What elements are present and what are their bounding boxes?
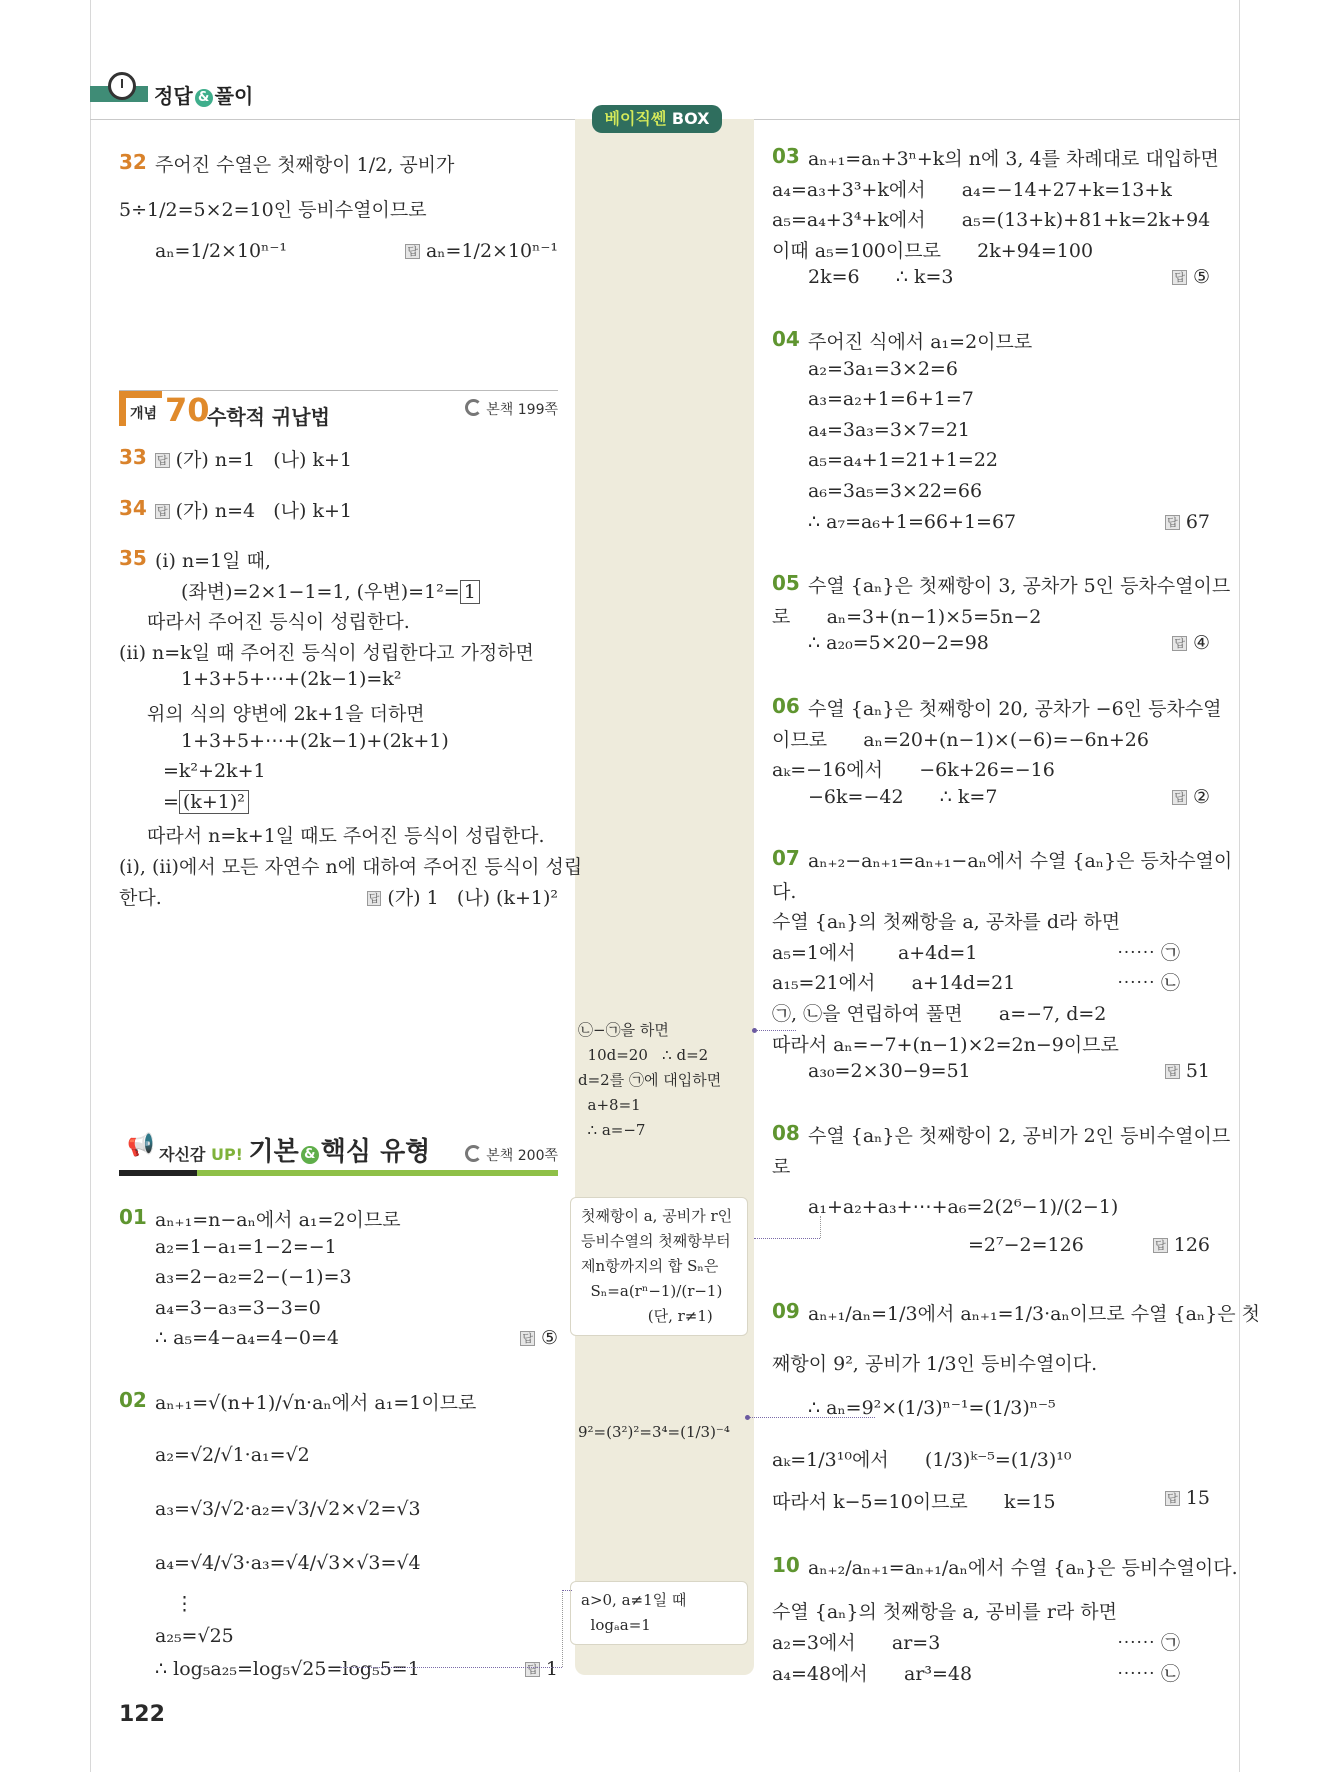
- problem-number: 35: [119, 546, 147, 570]
- line-text: 이므로 aₙ=20+(n−1)×(−6)=−6n+26: [772, 728, 1149, 751]
- page-right-border: [1239, 0, 1240, 1772]
- formula-card: [570, 1197, 748, 1336]
- problem-number: 06: [772, 694, 800, 718]
- solution-line: [163, 791, 249, 813]
- connector-line: [750, 1417, 875, 1418]
- refresh-icon: [465, 399, 482, 416]
- line-text: aₙ₊₂−aₙ₊₁=aₙ₊₁−aₙ에서 수열 {aₙ}은 등차수열이: [808, 850, 1233, 872]
- section-title: [159, 1131, 430, 1168]
- answer: [1165, 1487, 1210, 1509]
- note-line: logₐa=1: [581, 1616, 651, 1634]
- solution-line: [119, 638, 534, 665]
- section-title-2: 핵심 유형: [320, 1137, 431, 1167]
- line-text: aₙ₊₁=√(n+1)/√n·aₙ에서 a₁=1이므로: [155, 1392, 477, 1414]
- page-number: 122: [119, 1702, 165, 1727]
- note-line: a>0, a≠1일 때: [581, 1591, 687, 1609]
- solution-line: [808, 1553, 1238, 1580]
- line-text: a₃=a₂+1=6+1=7: [808, 388, 974, 411]
- answer-value: 15: [1185, 1487, 1210, 1509]
- line-text: aₙ₊₂/aₙ₊₁=aₙ₊₁/aₙ에서 수열 {aₙ}은 등비수열이다.: [808, 1557, 1238, 1579]
- problem-number: 10: [772, 1553, 800, 1577]
- answer-value: (가) 1 (나) (k+1)²: [387, 886, 558, 909]
- solution-line: [155, 496, 352, 523]
- line-text: a₄=√4/√3·a₃=√4/√3×√3=√4: [155, 1552, 421, 1574]
- line-text: a₂₅=√25: [155, 1625, 234, 1647]
- note-line: 10d=20 ∴ d=2: [578, 1046, 709, 1064]
- line-text: a₂=√2/√1·a₁=√2: [155, 1444, 310, 1466]
- answer-mark-icon: 답: [157, 505, 168, 518]
- note-line: d=2를 ㉠에 대입하면: [578, 1071, 722, 1089]
- solution-line: [163, 760, 266, 782]
- solution-line: [772, 602, 1041, 629]
- solution-line: [155, 1444, 310, 1466]
- title-part-2: 풀이: [214, 84, 254, 108]
- solution-line: [772, 1030, 1119, 1057]
- solution-line: [119, 883, 162, 910]
- answer-value: 51: [1185, 1060, 1210, 1083]
- note-line: a+8=1: [578, 1096, 641, 1114]
- boxed-value: 1: [460, 580, 480, 604]
- section-title-1: 기본: [248, 1137, 299, 1167]
- note-line: 제n항까지의 합 Sₙ은: [581, 1257, 719, 1275]
- answer-value: ⑤: [1192, 266, 1210, 289]
- solution-line: [772, 1659, 972, 1686]
- ampersand-badge: &: [195, 89, 213, 107]
- solution-line: [808, 571, 1230, 598]
- solution-line: [808, 694, 1222, 721]
- tag-text: ⋯⋯ ㉡: [1116, 1663, 1180, 1685]
- line-text: a₅=a₄+3⁴+k에서 a₅=(13+k)+81+k=2k+94: [772, 209, 1211, 232]
- solution-line: [772, 1628, 940, 1655]
- line-text: 2k=6 ∴ k=3: [808, 266, 954, 289]
- line-text: 따라서 aₙ=−7+(n−1)×2=2n−9이므로: [772, 1033, 1119, 1056]
- line-text: a₁₅=21에서 a+14d=21: [772, 972, 1016, 995]
- solution-line: [155, 1266, 352, 1288]
- answer-mark-icon: 답: [157, 454, 168, 467]
- solution-line: [155, 546, 271, 573]
- line-text: 수열 {aₙ}은 첫째항이 3, 공차가 5인 등차수열이므: [808, 575, 1231, 597]
- tag-text: ⋯⋯ ㉡: [1116, 972, 1180, 995]
- line-text: ∴ log₅a₂₅=log₅√25=log₅5=1: [155, 1658, 420, 1680]
- tag-text: ⋯⋯ ㉠: [1116, 941, 1180, 964]
- line-text: 로: [772, 1156, 791, 1178]
- section-header-basic-core: [119, 1125, 558, 1175]
- line-text: 다.: [772, 880, 797, 903]
- solution-line: [772, 725, 1149, 752]
- line-text: 주어진 수열은 첫째항이 1/2, 공비가: [155, 154, 455, 176]
- answer-mark-icon: 답: [1155, 1239, 1166, 1252]
- problem-number: 01: [119, 1205, 147, 1229]
- note-line: 등비수열의 첫째항부터: [581, 1232, 731, 1250]
- solution-line: [772, 1487, 1056, 1514]
- problem-number: 09: [772, 1299, 800, 1323]
- answer-mark-icon: 답: [1167, 1065, 1178, 1079]
- solution-line: [808, 511, 1016, 533]
- answer-value: 67: [1185, 510, 1210, 533]
- solution-line: [155, 1552, 421, 1574]
- answer-value: aₙ=1/2×10ⁿ⁻¹: [425, 240, 558, 262]
- solution-line: [808, 480, 982, 502]
- line-text: aₙ₊₁/aₙ=1/3에서 aₙ₊₁=1/3·aₙ이므로 수열 {aₙ}은 첫: [808, 1303, 1260, 1325]
- box-label-box: BOX: [671, 109, 710, 128]
- concept-badge: 개념: [130, 406, 158, 422]
- line-text: 5÷1/2=5×2=10인 등비수열이므로: [119, 199, 427, 221]
- connector-line: [756, 1030, 796, 1031]
- connector-line: [562, 1590, 572, 1591]
- solution-line: [808, 846, 1232, 873]
- page-left-border: [90, 0, 91, 1772]
- line-text: ∴ a₇=a₆+1=66+1=67: [808, 510, 1017, 533]
- line-text: 따라서 n=k+1일 때도 주어진 등식이 성립한다.: [147, 825, 545, 848]
- line-text: a₆=3a₅=3×22=66: [808, 480, 983, 502]
- solution-line: [808, 327, 1032, 354]
- equation-tag: [1117, 968, 1180, 995]
- answer-value: ⑤: [540, 1327, 558, 1350]
- line-text: a₄=a₃+3³+k에서 a₄=−14+27+k=13+k: [772, 178, 1172, 201]
- solution-line: [772, 938, 977, 965]
- answer: [1172, 786, 1210, 808]
- answer-mark-icon: 답: [1167, 515, 1178, 529]
- line-text: 수열 {aₙ}의 첫째항을 a, 공비를 r라 하면: [772, 1601, 1118, 1623]
- line-text: a₃=2−a₂=2−(−1)=3: [155, 1266, 352, 1289]
- solution-line: [808, 419, 970, 441]
- line-text: a₄=3−a₃=3−3=0: [155, 1296, 321, 1319]
- answer-mark-icon: 답: [1174, 637, 1185, 651]
- solution-line: [155, 1297, 321, 1319]
- refresh-icon: [465, 1145, 482, 1162]
- line-text: 이때 a₅=100이므로 2k+94=100: [772, 239, 1094, 262]
- line-text: 수열 {aₙ}은 첫째항이 2, 공비가 2인 등비수열이므: [808, 1125, 1231, 1147]
- concept-header: [119, 390, 558, 431]
- title-part-1: 정답: [154, 84, 193, 108]
- section-up: UP!: [210, 1145, 243, 1164]
- line-text: 한다.: [119, 886, 162, 909]
- solution-line: [155, 1327, 339, 1349]
- line-text: 주어진 식에서 a₁=2이므로: [808, 331, 1033, 353]
- answer: [1165, 1060, 1210, 1082]
- problem-number: 03: [772, 144, 800, 168]
- connector-line: [340, 1667, 562, 1668]
- solution-line: [772, 907, 1120, 934]
- problem-number: 05: [772, 571, 800, 595]
- line-text: a₂=1−a₁=1−2=−1: [155, 1235, 337, 1258]
- formula-card: [570, 1581, 748, 1645]
- line-text: ⋮: [175, 1593, 194, 1615]
- answer-value: ④: [1192, 632, 1210, 655]
- side-note: [578, 1018, 748, 1143]
- problem-number: 34: [119, 496, 147, 520]
- answer-mark-icon: 답: [1174, 271, 1185, 285]
- answer: [1172, 266, 1210, 288]
- line-text: ㉠, ㉡을 연립하여 풀면 a=−7, d=2: [772, 1003, 1107, 1025]
- line-text: 수열 {aₙ}은 첫째항이 20, 공차가 −6인 등차수열: [808, 698, 1222, 720]
- equation-tag: [1117, 938, 1180, 965]
- problem-number: 32: [119, 150, 147, 174]
- solution-line: [772, 1349, 1097, 1376]
- solution-line: [147, 699, 425, 726]
- line-text: (가) n=1 (나) k+1: [175, 449, 352, 471]
- solution-line: [808, 1397, 1056, 1419]
- line-text: =k²+2k+1: [163, 760, 266, 783]
- solution-line: [968, 1234, 1084, 1256]
- megaphone-icon: 📢: [127, 1133, 155, 1158]
- solution-line: [155, 150, 454, 177]
- concept-ref-text: 본책 199쪽: [486, 402, 558, 418]
- concept-title: 수학적 귀납법: [207, 405, 330, 429]
- answer-value: ②: [1192, 785, 1210, 808]
- section-bar-green: [197, 1170, 558, 1176]
- line-text: a₃₀=2×30−9=51: [808, 1060, 971, 1083]
- answer-mark-icon: 답: [522, 1332, 533, 1346]
- solution-line: [772, 1152, 790, 1179]
- answer-mark-icon: 답: [1174, 790, 1185, 804]
- solution-line: [119, 195, 427, 222]
- line-text: ∴ a₂₀=5×20−2=98: [808, 632, 989, 655]
- line-text: aₖ=−16에서 −6k+26=−16: [772, 759, 1055, 782]
- line-text: 1+3+5+⋯+(2k−1)=k²: [181, 668, 402, 691]
- solution-line: [772, 175, 1172, 202]
- line-text: (i) n=1일 때,: [155, 550, 271, 572]
- solution-line: [808, 632, 989, 654]
- line-text: a₂=3에서 ar=3: [772, 1632, 941, 1654]
- line-text: ∴ a₅=4−a₄=4−0=4: [155, 1327, 339, 1350]
- line-text: (좌변)=2×1−1=1, (우변)=1²=: [181, 580, 460, 603]
- answer: [525, 1658, 558, 1680]
- line-text: a₃=√3/√2·a₂=√3/√2×√2=√3: [155, 1498, 421, 1520]
- connector-line: [820, 1216, 821, 1238]
- section-page-ref: [465, 1145, 558, 1165]
- solution-line: [808, 1060, 971, 1082]
- answer: [367, 883, 558, 910]
- solution-line: [147, 821, 545, 848]
- line-text: 따라서 k−5=10이므로 k=15: [772, 1491, 1056, 1513]
- line-text: aₙ₊₁=aₙ+3ⁿ+k의 n에 3, 4를 차례대로 대입하면: [808, 148, 1219, 170]
- problem-number: 04: [772, 327, 800, 351]
- solution-line: [772, 1597, 1117, 1624]
- solution-line: [147, 607, 410, 634]
- line-text: aₙ=1/2×10ⁿ⁻¹: [155, 240, 288, 262]
- line-text: (ii) n=k일 때 주어진 등식이 성립한다고 가정하면: [119, 641, 534, 664]
- line-text: 로 aₙ=3+(n−1)×5=5n−2: [772, 605, 1042, 628]
- line-text: 수열 {aₙ}의 첫째항을 a, 공차를 d라 하면: [772, 911, 1121, 934]
- solution-line: [808, 1121, 1230, 1148]
- line-text: a₁+a₂+a₃+⋯+a₆=2(2⁶−1)/(2−1): [808, 1196, 1119, 1218]
- clock-icon: [108, 72, 136, 100]
- line-text: (가) n=4 (나) k+1: [175, 500, 352, 522]
- solution-line: [155, 1236, 337, 1258]
- side-note: [578, 1420, 748, 1445]
- solution-line: [772, 999, 1106, 1026]
- basic-box-label: [592, 105, 722, 133]
- tag-text: ⋯⋯ ㉠: [1116, 1632, 1180, 1654]
- answer: [1165, 511, 1210, 533]
- equation-tag: [1117, 1628, 1180, 1655]
- section-amp: &: [301, 1146, 319, 1164]
- problem-number: 07: [772, 846, 800, 870]
- line-text: 째항이 9², 공비가 1/3인 등비수열이다.: [772, 1353, 1098, 1375]
- solution-line: [808, 144, 1219, 171]
- solution-line: [175, 1593, 194, 1615]
- concept-page-ref: [465, 399, 558, 419]
- connector-line: [562, 1590, 563, 1667]
- solution-line: [155, 445, 352, 472]
- equation-tag: [1117, 1659, 1180, 1686]
- note-line: 첫째항이 a, 공비가 r인: [581, 1207, 733, 1225]
- answer: [1153, 1234, 1210, 1256]
- solution-line: [808, 388, 974, 410]
- line-text: a₄=3a₃=3×7=21: [808, 418, 971, 441]
- answer: [405, 240, 558, 262]
- answer-mark-icon: 답: [1167, 1492, 1178, 1505]
- line-text: =2⁷−2=126: [968, 1234, 1084, 1256]
- line-text: a₅=a₄+1=21+1=22: [808, 449, 999, 472]
- line-text: ∴ aₙ=9²×(1/3)ⁿ⁻¹=(1/3)ⁿ⁻⁵: [808, 1397, 1056, 1419]
- answer-value: 1: [545, 1658, 558, 1680]
- answer-value: 126: [1173, 1234, 1210, 1256]
- solution-line: [155, 240, 287, 262]
- solution-line: [808, 358, 958, 380]
- line-text: (i), (ii)에서 모든 자연수 n에 대하여 주어진 등식이 성립: [119, 856, 583, 878]
- solution-line: [772, 1445, 1071, 1472]
- solution-line: [181, 668, 401, 690]
- note-line: 9²=(3²)²=3⁴=(1/3)⁻⁴: [578, 1423, 730, 1441]
- answer-mark-icon: 답: [407, 245, 418, 258]
- concept-number: 70: [165, 391, 210, 429]
- line-text: −6k=−42 ∴ k=7: [808, 785, 998, 808]
- solution-line: [772, 205, 1210, 232]
- problem-number: 08: [772, 1121, 800, 1145]
- line-text: 위의 식의 양변에 2k+1을 더하면: [147, 703, 425, 725]
- line-text: 따라서 주어진 등식이 성립한다.: [147, 611, 410, 634]
- connector-line: [754, 1238, 820, 1239]
- note-line: ㉡−㉠을 하면: [578, 1021, 669, 1039]
- solution-line: [772, 877, 796, 904]
- line-text: aₙ₊₁=n−aₙ에서 a₁=2이므로: [155, 1209, 401, 1231]
- note-line: (단, r≠1): [581, 1307, 713, 1325]
- solution-line: [772, 755, 1055, 782]
- section-prefix: 자신감: [159, 1145, 206, 1164]
- problem-number: 33: [119, 445, 147, 469]
- solution-line: [808, 449, 998, 471]
- solution-line: [181, 730, 449, 752]
- line-text: a₂=3a₁=3×2=6: [808, 357, 958, 380]
- line-text: 1+3+5+⋯+(2k−1)+(2k+1): [181, 729, 449, 752]
- note-line: ∴ a=−7: [578, 1121, 646, 1139]
- solution-line: [155, 1205, 401, 1232]
- line-text: =: [163, 790, 179, 813]
- solution-line: [772, 236, 1093, 263]
- section-ref-text: 본책 200쪽: [486, 1148, 558, 1164]
- solution-line: [155, 1658, 420, 1680]
- line-text: aₖ=1/3¹⁰에서 (1/3)ᵏ⁻⁵=(1/3)¹⁰: [772, 1449, 1072, 1471]
- note-line: Sₙ=a(rⁿ−1)/(r−1): [581, 1282, 723, 1300]
- boxed-value: (k+1)²: [179, 790, 249, 814]
- line-text: a₄=48에서 ar³=48: [772, 1663, 973, 1685]
- solution-line: [181, 577, 480, 604]
- solution-line: [155, 1625, 234, 1647]
- page-title: [154, 80, 253, 109]
- solution-line: [808, 266, 954, 288]
- solution-line: [119, 852, 582, 879]
- answer: [520, 1327, 558, 1349]
- line-text: a₅=1에서 a+4d=1: [772, 941, 978, 964]
- solution-line: [772, 968, 1015, 995]
- answer: [1172, 632, 1210, 654]
- solution-line: [808, 1299, 1260, 1326]
- section-bar-dark: [119, 1170, 197, 1176]
- solution-line: [808, 1196, 1118, 1218]
- box-label-korean: 베이직쎈: [604, 109, 667, 128]
- answer-mark-icon: 답: [527, 1663, 538, 1676]
- solution-line: [155, 1498, 421, 1520]
- solution-line: [155, 1388, 476, 1415]
- answer-mark-icon: 답: [368, 891, 380, 905]
- solution-line: [808, 786, 997, 808]
- problem-number: 02: [119, 1388, 147, 1412]
